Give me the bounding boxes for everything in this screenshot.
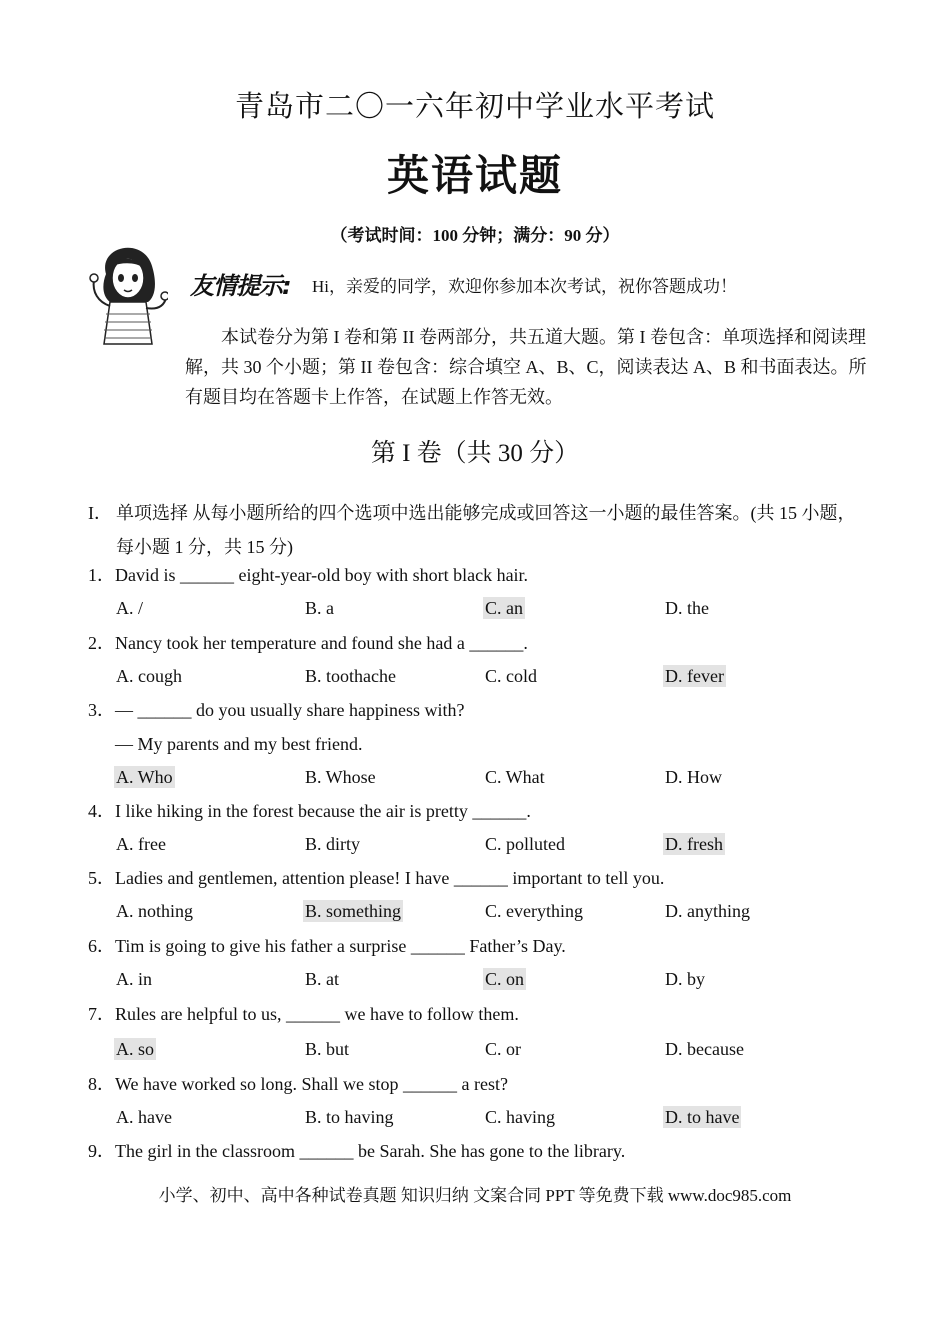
girl-cartoon-icon: [88, 236, 168, 346]
question-number: 2．: [88, 633, 115, 653]
section-number: I．: [88, 503, 112, 523]
question-text: — My parents and my best friend.: [115, 734, 363, 754]
question-5-option-b: B. something: [305, 901, 402, 921]
question-number: 8．: [88, 1074, 115, 1094]
question-number: 7．: [88, 1004, 115, 1024]
question-7-option-b: B. but: [305, 1039, 350, 1059]
question-4-stem: [88, 800, 531, 822]
question-4-option-b: B. dirty: [305, 834, 361, 854]
question-text: — ______ do you usually share happiness with?: [115, 700, 465, 720]
question-2-option-a: A. cough: [116, 666, 182, 686]
question-6-option-c: C. on: [485, 969, 525, 989]
question-2-option-b: B. toothache: [305, 666, 396, 686]
question-7-option-d: D. because: [665, 1039, 744, 1059]
question-text: Tim is going to give his father a surprise ______ Father’s Day.: [115, 936, 566, 956]
question-number: 4．: [88, 801, 115, 821]
footer-text: 小学、初中、高中各种试卷真题 知识归纳 文案合同 PPT 等免费下载 www.doc985.com: [158, 1186, 792, 1205]
question-4-option-c: C. polluted: [485, 834, 565, 854]
question-2-option-c: C. cold: [485, 666, 537, 686]
question-2-stem: [88, 632, 528, 654]
question-6-option-b: B. at: [305, 969, 339, 989]
question-6-option-a: A. in: [116, 969, 152, 989]
question-number: 9．: [88, 1141, 115, 1161]
question-8-option-b: B. to having: [305, 1107, 394, 1127]
question-5-stem: [88, 867, 664, 889]
tip-label: 友情提示:: [190, 272, 291, 300]
exam-info: （考试时间：100 分钟；满分：90 分）: [330, 226, 620, 245]
question-1-option-c: C. an: [485, 598, 523, 618]
question-3-line-2: [88, 733, 362, 755]
question-9-stem: [88, 1140, 625, 1162]
question-3-option-c: C. What: [485, 767, 545, 787]
question-8-option-d: D. to have: [665, 1107, 740, 1127]
question-6-stem: [88, 935, 566, 957]
question-6-option-d: D. by: [665, 969, 705, 989]
tip-text: Hi，亲爱的同学，欢迎你参加本次考试，祝你答题成功！: [312, 277, 737, 296]
question-number: 3．: [88, 700, 115, 720]
question-5-option-d: D. anything: [665, 901, 750, 921]
question-number: 5．: [88, 868, 115, 888]
exam-title: 青岛市二〇一六年初中学业水平考试: [234, 91, 715, 123]
section-instructions: 单项选择 从每小题所给的四个选项中选出能够完成或回答这一小题的最佳答案。(共 15 小题，每小题 1 分，共 15 分): [116, 503, 856, 557]
question-3-stem: [88, 699, 464, 721]
question-1-option-a: A. /: [116, 598, 143, 618]
question-5-option-a: A. nothing: [116, 901, 194, 921]
question-4-option-d: D. fresh: [665, 834, 723, 854]
question-7-stem: [88, 1003, 519, 1025]
subject-title: 英语试题: [386, 151, 563, 200]
question-5-option-c: C. everything: [485, 901, 583, 921]
question-text: David is ______ eight-year-old boy with short black hair.: [115, 565, 529, 585]
question-text: Nancy took her temperature and found she had a ______.: [115, 633, 528, 653]
intro-paragraph: 本试卷分为第 I 卷和第 II 卷两部分，共五道大题。第 I 卷包含：单项选择和阅读理解，共 30 个小题；第 II 卷包含：综合填空 A、B、C，阅读表达 A、B 和书面表达。所有题目均在答题卡上作答，在试题上作答无效。: [185, 327, 867, 407]
question-7-option-c: C. or: [485, 1039, 521, 1059]
question-4-option-a: A. free: [116, 834, 166, 854]
question-2-option-d: D. fever: [665, 666, 724, 686]
question-1-option-b: B. a: [305, 598, 334, 618]
question-number: 1．: [88, 565, 115, 585]
question-text: I like hiking in the forest because the air is pretty ______.: [115, 801, 531, 821]
question-3-option-d: D. How: [665, 767, 722, 787]
question-8-option-c: C. having: [485, 1107, 555, 1127]
section-heading: [88, 496, 868, 564]
question-1-stem: [88, 564, 528, 586]
question-text: Rules are helpful to us, ______ we have to follow them.: [115, 1004, 519, 1024]
question-text: Ladies and gentlemen, attention please! I have ______ important to tell you.: [115, 868, 665, 888]
question-7-option-a: A. so: [116, 1039, 155, 1059]
question-text: We have worked so long. Shall we stop ______ a rest?: [115, 1074, 508, 1094]
question-1-option-d: D. the: [665, 598, 709, 618]
question-number: 6．: [88, 936, 115, 956]
question-3-option-b: B. Whose: [305, 767, 376, 787]
question-3-option-a: A. Who: [116, 767, 173, 787]
part-title: 第 I 卷（共 30 分）: [370, 440, 580, 467]
question-text: The girl in the classroom ______ be Sarah. She has gone to the library.: [115, 1141, 626, 1161]
question-8-option-a: A. have: [116, 1107, 172, 1127]
question-8-stem: [88, 1073, 508, 1095]
